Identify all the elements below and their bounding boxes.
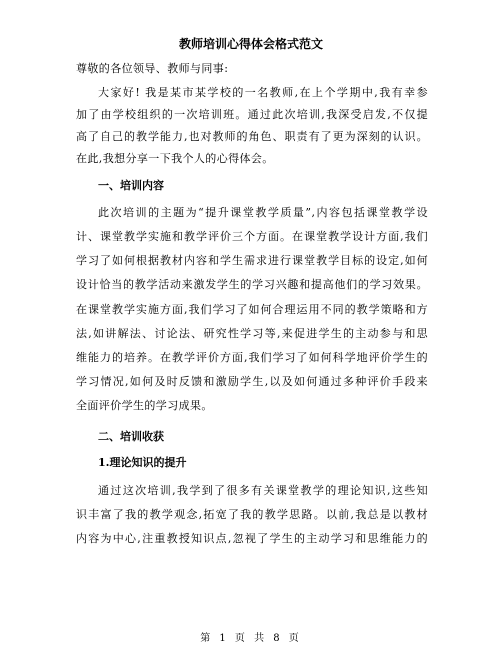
intro-line: 加了由学校组织的一次培训班。通过此次培训,我深受启发,不仅提 <box>76 108 428 121</box>
subsection1-line: 识丰富了我的教学观念,拓宽了我的教学思路。以前,我总是以教材 <box>76 508 428 521</box>
salutation: 尊敬的各位领导、教师与同事: <box>76 62 229 75</box>
intro-line: 高了自己的教学能力,也对教师的角色、职责有了更为深刻的认识。 <box>76 130 428 143</box>
page-footer: 第 1 页 共 8 页 <box>200 633 302 644</box>
section1-line: 计、课堂教学实施和教学评价三个方面。在课堂教学设计方面,我们 <box>76 230 428 243</box>
section1-line: 全面评价学生的学习成果。 <box>76 399 213 412</box>
intro-line: 在此,我想分享一下我个人的心得体会。 <box>76 152 274 165</box>
section1-line: 学习情况,如何及时反馈和激励学生,以及如何通过多种评价手段来 <box>76 375 428 388</box>
section1-line: 学习了如何根据教材内容和学生需求进行课堂教学目标的设定,如何 <box>76 254 428 267</box>
section-heading-training-content: 一、培训内容 <box>98 179 164 192</box>
section1-line: 设计恰当的教学活动来激发学生的学习兴趣和提高他们的学习效果。 <box>76 278 428 291</box>
subsection1-line: 通过这次培训,我学到了很多有关课堂教学的理论知识,这些知 <box>98 484 428 497</box>
intro-line: 大家好! 我是某市某学校的一名教师,在上个学期中,我有幸参 <box>98 86 428 99</box>
subsection-heading-theory: 1.理论知识的提升 <box>98 456 187 469</box>
section1-line: 此次培训的主题为“提升课堂教学质量”,内容包括课堂教学设 <box>98 206 428 219</box>
section1-line: 法,如讲解法、讨论法、研究性学习等,来促进学生的主动参与和思 <box>76 327 428 340</box>
section1-line: 维能力的培养。在教学评价方面,我们学习了如何科学地评价学生的 <box>76 351 428 364</box>
subsection1-line: 内容为中心,注重教授知识点,忽视了学生的主动学习和思维能力的 <box>76 532 428 545</box>
section-heading-training-gains: 二、培训收获 <box>98 430 164 443</box>
section1-line: 在课堂教学实施方面,我们学习了如何合理运用不同的教学策略和方 <box>76 303 428 316</box>
document-title: 教师培训心得体会格式范文 <box>178 37 323 51</box>
